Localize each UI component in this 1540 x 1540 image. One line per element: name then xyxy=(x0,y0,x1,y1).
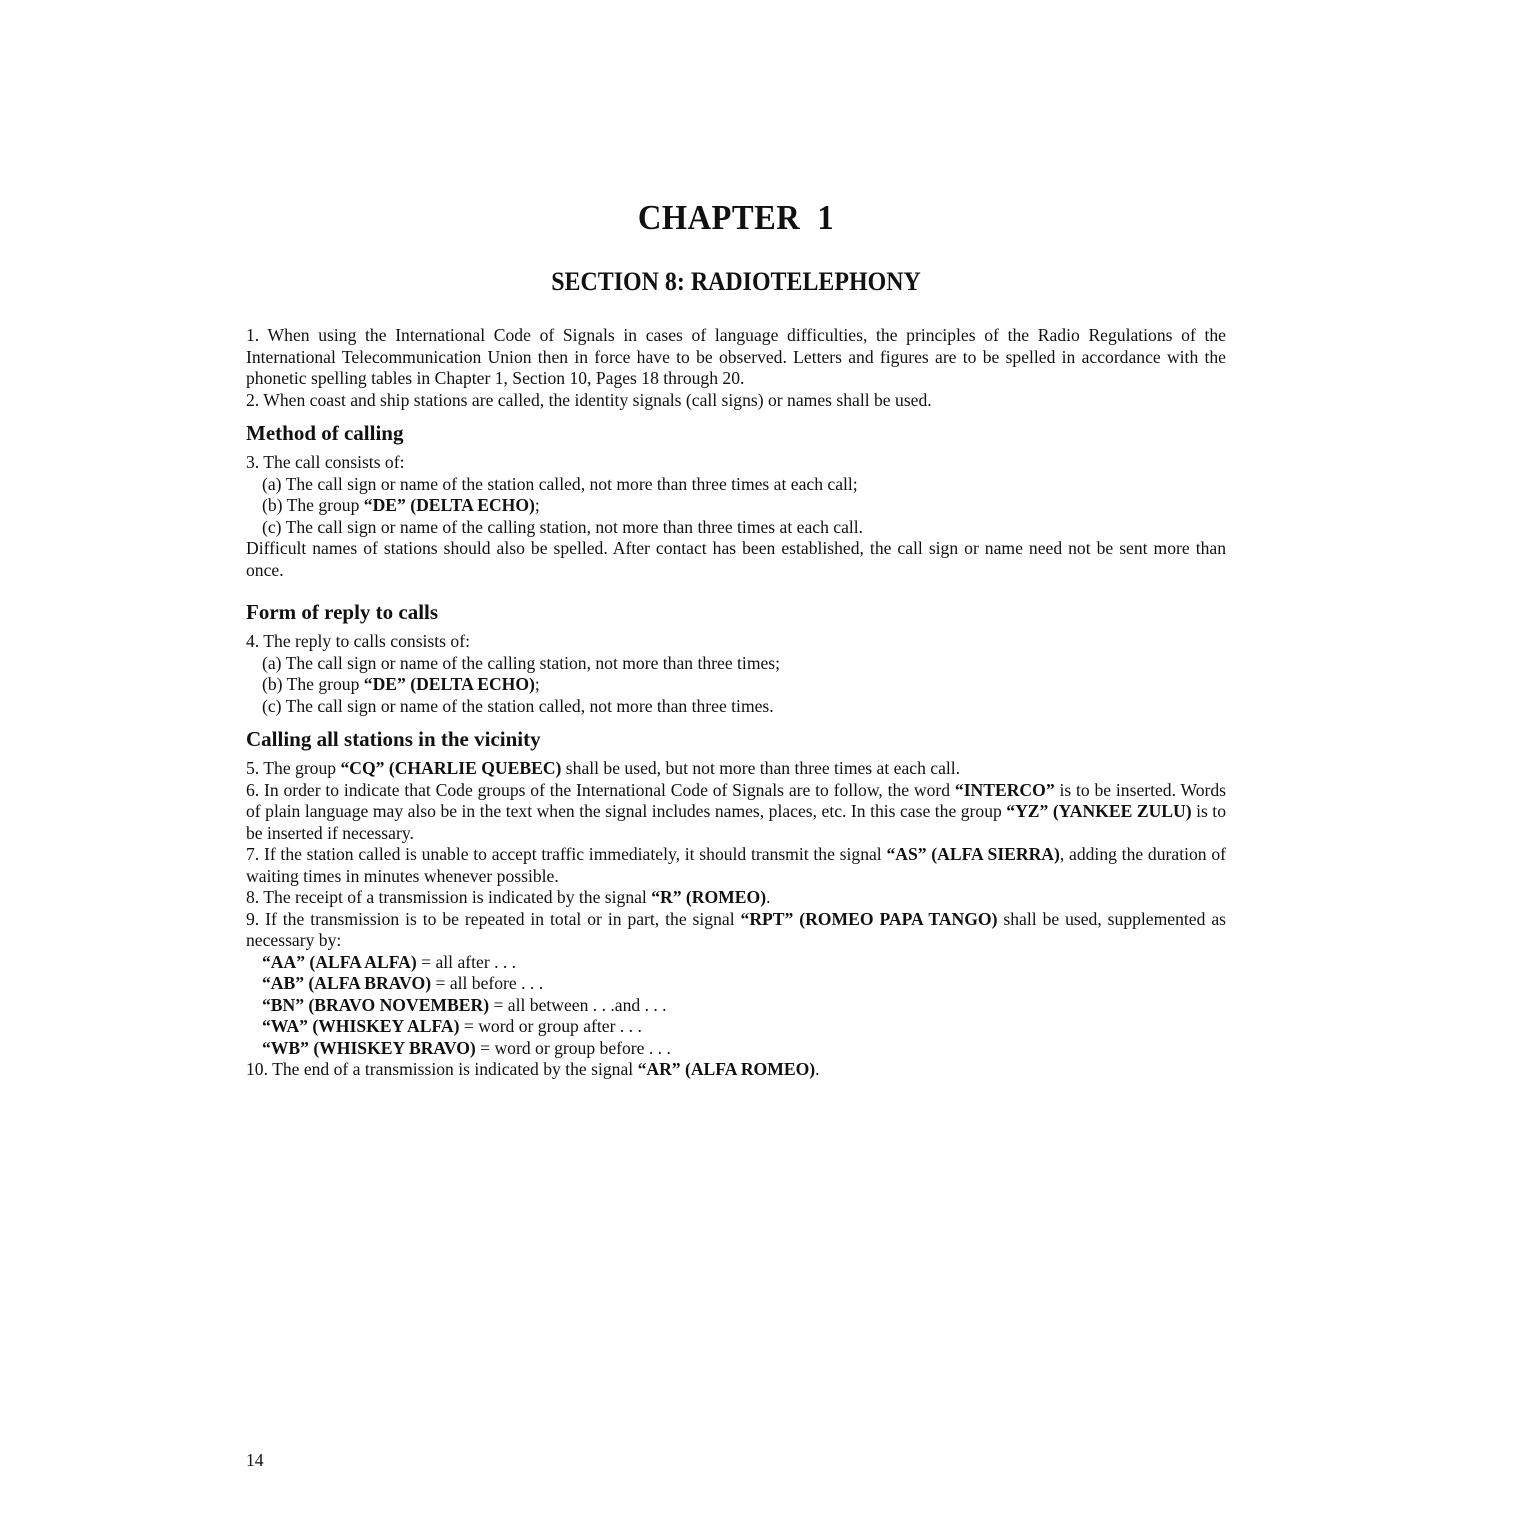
document-body xyxy=(246,325,1226,1081)
signal-code: “WA” (WHISKEY ALFA) xyxy=(262,1016,460,1036)
list-item-3c: (c) The call sign or name of the calling station, not more than three times at each call. xyxy=(262,516,864,537)
paragraph-8: 8. The receipt of a transmission is indicated by the signal “R” (ROMEO). xyxy=(246,887,771,907)
signal-code: “AS” (ALFA SIERRA) xyxy=(886,844,1060,864)
signal-item-wa: “WA” (WHISKEY ALFA) = word or group after . . . xyxy=(262,1016,642,1036)
signal-code: “AR” (ALFA ROMEO) xyxy=(637,1059,816,1079)
signal-code: “BN” (BRAVO NOVEMBER) xyxy=(262,994,490,1015)
list-item-3a: (a) The call sign or name of the station called, not more than three times at each call; xyxy=(262,473,858,494)
signal-item-bn: “BN” (BRAVO NOVEMBER) = all between . . .and . . . xyxy=(262,994,667,1015)
paragraph-3: 3. The call consists of: xyxy=(246,452,405,472)
list-item-4a: (a) The call sign or name of the calling station, not more than three times; xyxy=(262,652,781,673)
signal-code: “INTERCO” xyxy=(954,779,1055,800)
section-title: SECTION 8: RADIOTELEPHONY xyxy=(551,267,921,296)
heading-form-of-reply: Form of reply to calls xyxy=(246,600,439,624)
signal-code: “AB” (ALFA BRAVO) xyxy=(262,973,432,993)
signal-code: “WB” (WHISKEY BRAVO) xyxy=(262,1037,476,1058)
paragraph-10: 10. The end of a transmission is indicated by the signal “AR” (ALFA ROMEO). xyxy=(246,1059,820,1079)
page-number: 14 xyxy=(246,1450,264,1470)
signal-code: “DE” (DELTA ECHO) xyxy=(363,495,535,515)
signal-item-ab: “AB” (ALFA BRAVO) = all before . . . xyxy=(262,973,544,993)
heading-method-of-calling: Method of calling xyxy=(246,421,404,445)
signal-code: “RPT” (ROMEO PAPA TANGO) xyxy=(740,908,998,929)
signal-code: “R” (ROMEO) xyxy=(651,887,767,907)
paragraph-4: 4. The reply to calls consists of: xyxy=(246,631,470,651)
paragraph-3-note: Difficult names of stations should also be spelled. After contact has been established, the call sign or name need not be sent more than once. xyxy=(246,538,1226,580)
list-item-3b: (b) The group “DE” (DELTA ECHO); xyxy=(262,495,540,515)
signal-code: “YZ” (YANKEE ZULU) xyxy=(1006,801,1192,821)
paragraph-7: 7. If the station called is unable to accept traffic immediately, it should transmit the signal “AS” (ALFA SIERRA), adding the duration of waiting times in minutes whenever possible. xyxy=(246,844,1226,886)
signal-code: “AA” (ALFA ALFA) xyxy=(262,951,417,972)
heading-calling-all-stations: Calling all stations in the vicinity xyxy=(246,727,541,751)
paragraph-2: 2. When coast and ship stations are called, the identity signals (call signs) or names shall be used. xyxy=(246,389,932,410)
signal-code: “CQ” (CHARLIE QUEBEC) xyxy=(340,758,562,778)
list-item-4b: (b) The group “DE” (DELTA ECHO); xyxy=(262,674,540,694)
signal-item-wb: “WB” (WHISKEY BRAVO) = word or group before . . . xyxy=(262,1037,671,1058)
paragraph-9: 9. If the transmission is to be repeated in total or in part, the signal “RPT” (ROMEO PAPA TANGO) shall be used, supplemented as necessary by: xyxy=(246,908,1226,950)
signal-code: “DE” (DELTA ECHO) xyxy=(363,674,535,694)
list-item-4c: (c) The call sign or name of the station called, not more than three times. xyxy=(262,695,774,716)
signal-item-aa: “AA” (ALFA ALFA) = all after . . . xyxy=(262,951,517,972)
paragraph-6: 6. In order to indicate that Code groups of the International Code of Signals are to follow, the word “INTERCO” is to be inserted. Words of plain language may also be in the text when the signal includes names, places, etc. In this case the group “YZ” (YANKEE ZULU) is to be inserted if necessary. xyxy=(246,779,1226,843)
chapter-title: CHAPTER 1 xyxy=(637,198,835,237)
paragraph-1: 1. When using the International Code of Signals in cases of language difficulties, the principles of the Radio Regulations of the International Telecommunication Union then in force have to be observed. Letters and figures are to be spelled in accordance with the phonetic spelling tables in Chapter 1, Section 10, Pages 18 through 20. xyxy=(246,325,1226,388)
paragraph-5: 5. The group “CQ” (CHARLIE QUEBEC) shall be used, but not more than three times at each call. xyxy=(246,758,961,778)
